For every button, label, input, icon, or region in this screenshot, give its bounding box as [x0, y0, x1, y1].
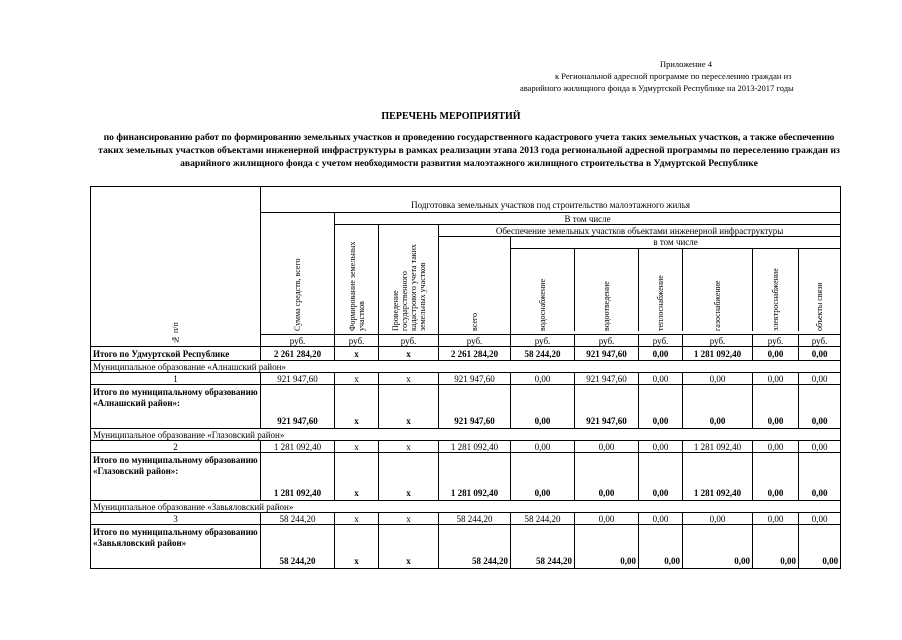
measures-table	[90, 186, 841, 569]
group-name: Муниципальное образование «Алнашский район»	[91, 361, 841, 373]
value-cell: 0,00	[799, 441, 841, 453]
subtotal-row	[91, 385, 841, 429]
unit-cell: руб.	[439, 335, 511, 347]
value-cell: 1 281 092,40	[261, 441, 335, 453]
appendix-line-2: к Региональной адресной программе по переселению граждан из	[555, 71, 792, 81]
value-cell: 921 947,60	[575, 347, 639, 361]
value-cell: х	[335, 347, 379, 361]
value-cell: 0,00	[799, 525, 841, 569]
header-provision: Обеспечение земельных участков объектами инженерной инфраструктуры	[439, 225, 841, 237]
appendix-line-3: аварийного жилищного фонда в Удмуртской Республике на 2013-2017 годы	[520, 83, 794, 93]
value-cell: 0,00	[683, 385, 753, 429]
header-gas: газоснабжение	[683, 249, 753, 331]
value-cell: 921 947,60	[261, 373, 335, 385]
document-subtitle: по финансированию работ по формированию земельных участков и проведению государственного кадастрового учета таких земельных участков, а также обеспечению таких земельных участков объектами инженерной инфраструктуры в рамках реализации этапа 2013 года региональной адресной программы по переселению граждан из аварийного жилищного фонда с учетом необходимости развития малоэтажного жилищного строительства в Удмуртской Республике	[98, 132, 840, 169]
unit-cell: руб.	[753, 335, 799, 347]
group-name: Муниципальное образование «Глазовский район»	[91, 429, 841, 441]
header-formation: Формирование земельных участков	[335, 225, 379, 335]
value-cell: 2 261 284,20	[439, 347, 511, 361]
unit-cell: руб.	[639, 335, 683, 347]
value-cell: 0,00	[799, 453, 841, 501]
unit-cell: руб.	[379, 335, 439, 347]
value-cell: 2 261 284,20	[261, 347, 335, 361]
value-cell: х	[335, 453, 379, 501]
total-row	[91, 347, 841, 361]
value-cell: 1 281 092,40	[261, 453, 335, 501]
value-cell: 58 244,20	[439, 525, 511, 569]
header-water-block	[511, 237, 841, 335]
header-cadastre: Проведение государственного кадастрового учета таких земельных участков	[379, 225, 439, 335]
value-cell: х	[379, 347, 439, 361]
value-cell: 0,00	[639, 347, 683, 361]
unit-cell: руб.	[511, 335, 575, 347]
subtotal-label: Итого по муниципальному образованию «Глазовский район»:	[91, 453, 261, 501]
value-cell: 58 244,20	[511, 525, 575, 569]
value-cell: 0,00	[799, 385, 841, 429]
header-including: В том числе	[335, 213, 841, 225]
unit-cell: руб.	[683, 335, 753, 347]
value-cell: 0,00	[753, 513, 799, 525]
header-sewer: водоотведение	[575, 249, 639, 331]
value-cell: 0,00	[683, 373, 753, 385]
header-water: водоснабжение	[511, 249, 575, 331]
data-row	[91, 441, 841, 453]
value-cell: х	[379, 373, 439, 385]
group-header-row	[91, 361, 841, 373]
value-cell: х	[379, 453, 439, 501]
value-cell: 921 947,60	[575, 373, 639, 385]
value-cell: 0,00	[683, 513, 753, 525]
value-cell: 0,00	[753, 441, 799, 453]
unit-cell: руб.	[335, 335, 379, 347]
header-prep: Подготовка земельных участков под строительство малоэтажного жилья	[261, 187, 841, 213]
value-cell: 1 281 092,40	[683, 453, 753, 501]
value-cell: х	[335, 373, 379, 385]
row-number: 2	[91, 441, 261, 453]
value-cell: 0,00	[753, 525, 799, 569]
value-cell: 0,00	[683, 525, 753, 569]
header-comm: объекты связи	[815, 282, 824, 331]
subtotal-row	[91, 453, 841, 501]
value-cell: 58 244,20	[511, 347, 575, 361]
header-all: всего	[439, 237, 511, 335]
value-cell: х	[379, 525, 439, 569]
value-cell: 921 947,60	[575, 385, 639, 429]
subtotal-label: Итого по муниципальному образованию «Завьяловский район»	[91, 525, 261, 569]
value-cell: 0,00	[575, 453, 639, 501]
value-cell: 0,00	[639, 453, 683, 501]
value-cell: 921 947,60	[439, 385, 511, 429]
row-number: 1	[91, 373, 261, 385]
value-cell: х	[335, 513, 379, 525]
value-cell: 0,00	[753, 347, 799, 361]
value-cell: 921 947,60	[261, 385, 335, 429]
value-cell: 0,00	[753, 385, 799, 429]
value-cell: х	[379, 513, 439, 525]
value-cell: х	[335, 441, 379, 453]
value-cell: 58 244,20	[511, 513, 575, 525]
subtotal-row	[91, 525, 841, 569]
row-number: 3	[91, 513, 261, 525]
subtotal-label: Итого по муниципальному образованию «Алнашский район»:	[91, 385, 261, 429]
appendix-note	[520, 58, 820, 94]
header-power: электроснабжение	[753, 249, 799, 331]
value-cell: 58 244,20	[261, 525, 335, 569]
value-cell: х	[379, 441, 439, 453]
value-cell: 1 281 092,40	[683, 347, 753, 361]
value-cell: 0,00	[753, 373, 799, 385]
value-cell: 0,00	[575, 513, 639, 525]
document-title: ПЕРЕЧЕНЬ МЕРОПРИЯТИЙ	[381, 111, 521, 122]
unit-cell: руб.	[799, 335, 841, 347]
value-cell: 0,00	[511, 453, 575, 501]
value-cell: 0,00	[639, 513, 683, 525]
group-header-row	[91, 501, 841, 513]
group-header-row	[91, 429, 841, 441]
value-cell: 921 947,60	[439, 373, 511, 385]
appendix-line-1: Приложение 4	[660, 59, 712, 69]
header-heat: теплоснабжение	[639, 249, 683, 331]
group-name: Муниципальное образование «Завьяловский район»	[91, 501, 841, 513]
value-cell: 0,00	[639, 441, 683, 453]
value-cell: 1 281 092,40	[439, 453, 511, 501]
value-cell: 0,00	[799, 347, 841, 361]
header-row-1	[91, 187, 841, 213]
value-cell: 0,00	[575, 441, 639, 453]
value-cell: 58 244,20	[439, 513, 511, 525]
value-cell: 0,00	[799, 373, 841, 385]
value-cell: 0,00	[511, 385, 575, 429]
value-cell: 1 281 092,40	[683, 441, 753, 453]
unit-cell: руб.	[575, 335, 639, 347]
header-total-sum: Сумма средств, всего	[261, 213, 335, 335]
value-cell: 0,00	[639, 525, 683, 569]
header-including2: в том числе	[511, 237, 840, 249]
value-cell: 0,00	[799, 513, 841, 525]
value-cell: 0,00	[639, 385, 683, 429]
value-cell: 0,00	[575, 525, 639, 569]
value-cell: 0,00	[511, 441, 575, 453]
value-cell: х	[379, 385, 439, 429]
data-row	[91, 513, 841, 525]
value-cell: 0,00	[753, 453, 799, 501]
header-num: № п/п	[91, 187, 261, 347]
value-cell: х	[335, 385, 379, 429]
value-cell: 0,00	[511, 373, 575, 385]
total-label: Итого по Удмуртской Республике	[91, 347, 261, 361]
unit-cell: руб.	[261, 335, 335, 347]
data-row	[91, 373, 841, 385]
value-cell: х	[335, 525, 379, 569]
value-cell: 58 244,20	[261, 513, 335, 525]
value-cell: 0,00	[639, 373, 683, 385]
value-cell: 1 281 092,40	[439, 441, 511, 453]
